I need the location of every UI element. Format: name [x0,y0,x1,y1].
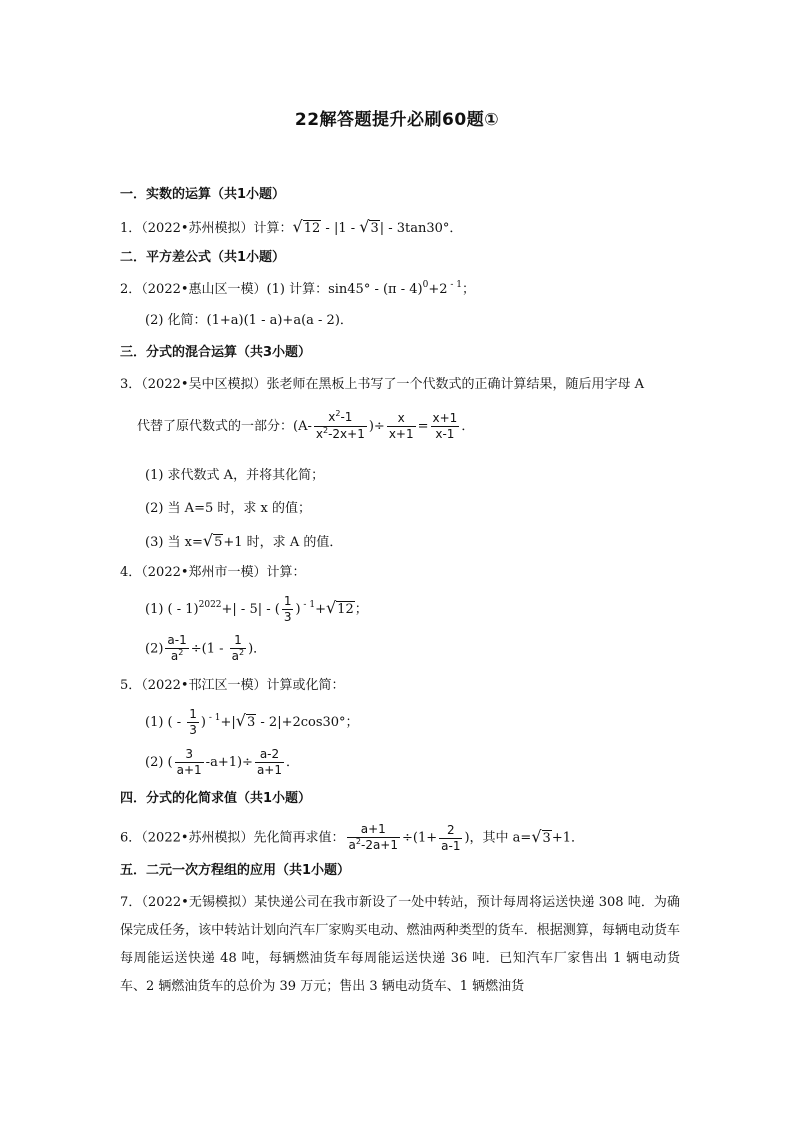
section-heading-1: 一．实数的运算（共1小题） [120,187,286,202]
q5-frac-3: $\frac{3}{a+1}$ [176,747,202,777]
q2-exp0: 0 [422,280,429,290]
q1-tail: | - 3tan30°． [379,221,463,236]
q5-frac-1-3: $\frac{1}{3}$ [189,707,197,737]
question-3-part2: (2) 当 A=5 时，求 x 的值； [145,501,311,516]
sqrt-12: √12 [292,217,321,236]
q6-frac1: $\frac{a+1}{a^2-2a+1}$ [348,822,398,852]
section-heading-2: 二．平方差公式（共1小题） [120,250,286,265]
question-3-part3 [145,532,342,552]
q3-frac1: $\frac{x^2-1}{x^2-2x+1}$ [315,409,365,441]
q3-open: (A- [293,419,312,434]
sqrt-3: √3 [359,217,379,236]
q2-semi: ； [462,282,476,297]
question-3-line1: 3．（2022•吴中区模拟）张老师在黑板上书写了一个代数式的正确计算结果，随后用字母 A [120,377,645,392]
question-5-line1: 5．（2022•邗江区一模）计算或化简： [120,678,345,693]
question-4-part1: (1) ( - 1)$^{2022}$+| - 5| - ( $\frac{1}{3}$ ) $^{- 1}$+√12； [145,594,368,624]
sqrt-3-c: √3 [531,826,551,846]
q3-eq: = [417,419,429,434]
section-heading-3: 三．分式的混合运算（共3小题） [120,345,312,360]
question-3-expression [137,410,474,443]
q3-frac3: $\frac{x+1}{x-1}$ [432,411,458,441]
q1-sqrt3: 3 [370,221,379,236]
sqrt-12-b: √12 [325,598,354,617]
question-1 [120,218,462,238]
question-2-line2: (2) 化简：(1+a)(1 - a)+a(a - 2)． [145,313,353,328]
q2-expm1: - 1 [447,280,462,290]
question-7: 7．（2022•无锡模拟）某快递公司在我市新设了一处中转站，预计每周将运送快递 308 吨．为确保完成任务，该中转站计划向汽车厂家购买电动、燃油两种类型的货车．根据测算，每辆电动货车每周能运送快递 48 吨，每辆燃油货车每周能运送快递 36 吨．已知汽车厂家售出 1 辆电动货车、2 辆燃油货车的总价为 39 万元；售出 3 辆电动货车、1 辆燃油货 [120,895,680,994]
q2-line1: 2．（2022•惠山区一模）(1) 计算：sin45° - (π - 4) [120,282,423,297]
q5-frac-a2: $\frac{a-2}{a+1}$ [256,747,282,777]
q1-prefix: 1．（2022•苏州模拟）计算： [120,221,293,236]
q4-frac-a: $\frac{a-1}{a^2}$ [167,633,187,663]
q4-frac-1-3: $\frac{1}{3}$ [283,594,292,624]
question-4-line1: 4．（2022•郑州市一模）计算： [120,565,306,580]
question-5-part2: (2) ( $\frac{3}{a+1}$ -a+1)÷ $\frac{a-2}{a+1}$ ． [145,747,300,777]
q3-close: )÷ [368,419,385,434]
page-title: 22解答题提升必刷60题① [294,110,500,130]
q3-dot: ． [461,419,475,434]
q3-lead: 代替了原代数式的一部分： [137,419,294,434]
sqrt-5: √5 [202,531,223,550]
q1-mid: - |1 - [321,221,360,236]
q2-plus2: +2 [428,282,448,297]
sqrt-3-b: √3 [235,711,256,730]
question-3-part1: (1) 求代数式 A，并将其化简； [145,468,325,483]
question-4-part2: (2) $\frac{a-1}{a^2}$ ÷(1 - $\frac{1}{a^2}$ )． [145,633,267,663]
q3-frac2: $\frac{x}{x+1}$ [388,411,414,441]
section-heading-4: 四．分式的化简求值（共1小题） [120,791,312,806]
q6-frac2: $\frac{2}{a-1}$ [441,822,461,853]
question-6: 6．（2022•苏州模拟）先化简再求值： $\frac{a+1}{a^2-2a+1}$ ÷(1+ $\frac{2}{a-1}$ )，其中 a=√3+1． [120,822,584,853]
q4-frac-b: $\frac{1}{a^2}$ [231,633,245,663]
question-5-part1: (1) ( - $\frac{1}{3}$ ) $^{- 1}$+|√3 - 2|+2cos30°； [145,707,359,737]
question-2-line1 [120,281,475,300]
q1-sqrt12: 12 [303,221,321,236]
q3-p3b: +1 时，求 A 的值． [223,535,343,550]
q3-p3a: (3) 当 x= [145,535,203,550]
section-heading-5: 五．二元一次方程组的应用（共1小题） [120,863,351,878]
